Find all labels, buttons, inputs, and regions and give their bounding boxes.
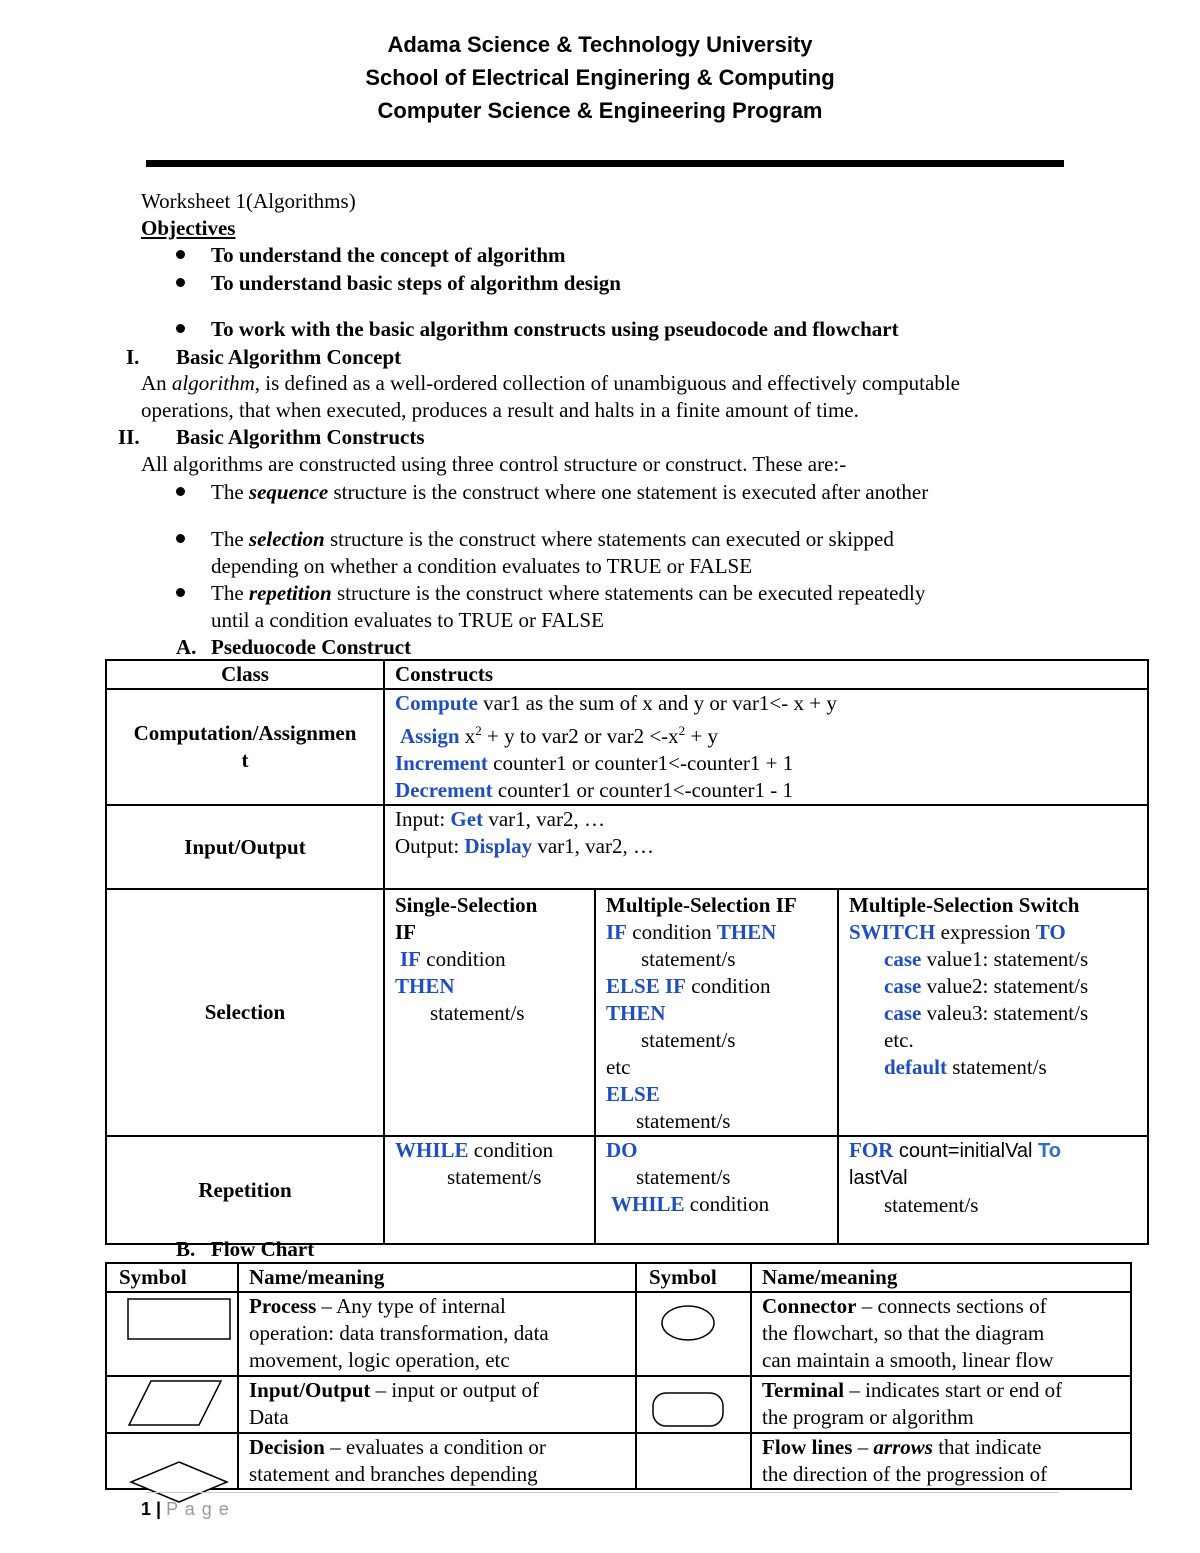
section-heading: Basic Algorithm Concept [176, 345, 402, 369]
connector-symbol-icon [637, 1293, 752, 1375]
decision-symbol-cell [106, 1433, 238, 1489]
compute-row [395, 690, 1147, 717]
decision-symbol-icon [107, 1434, 239, 1494]
text: statement/s [636, 1109, 731, 1133]
class-repetition: Repetition [106, 1136, 384, 1244]
text: , is defined as a well-ordered collection of unambiguous and effectively computable [254, 371, 960, 395]
term: Connector [762, 1294, 857, 1318]
case-row [849, 946, 1147, 973]
bullet-icon [176, 324, 185, 333]
text: counter1 or counter1<-counter1 - 1 [492, 778, 794, 802]
separator: | [156, 1499, 162, 1519]
header-constructs: Constructs [384, 660, 1148, 689]
algorithm-definition-cont: operations, that when executed, produces a result and halts in a finite amount of time. [141, 398, 859, 422]
text: var1, var2, … [483, 807, 605, 831]
header-symbol: Symbol [636, 1263, 751, 1292]
text: Multiple-Selection IF [606, 893, 797, 917]
while-row [395, 1137, 594, 1164]
term: Input/Output [249, 1378, 371, 1402]
keyword: WHILE [611, 1192, 685, 1216]
text: + y to var2 or var2 <-x [481, 724, 679, 748]
text: statement/s [447, 1165, 542, 1189]
text: statement/s [641, 947, 736, 971]
term: Terminal [762, 1378, 845, 1402]
keyword: THEN [716, 920, 777, 944]
text: Multiple-Selection Switch [849, 893, 1080, 917]
keyword: case [884, 947, 922, 971]
keyword: THEN [606, 1001, 666, 1025]
bullet-icon [176, 487, 185, 496]
do-while-loop [595, 1136, 838, 1244]
output-row [395, 833, 1147, 860]
construct-item-cont: depending on whether a condition evaluates to TRUE or FALSE [211, 554, 753, 578]
construct-item [211, 580, 925, 607]
header-symbol: Symbol [106, 1263, 238, 1292]
text: condition [685, 974, 771, 998]
section-heading: Basic Algorithm Constructs [176, 425, 425, 449]
construct-item-cont: until a condition evaluates to TRUE or FALSE [211, 608, 604, 632]
keyword: Display [464, 834, 533, 858]
page-number: 1 [141, 1499, 152, 1519]
keyword: Increment [395, 751, 488, 775]
flowchart-table [105, 1262, 1132, 1490]
case-row [849, 973, 1147, 1000]
bullet-icon [176, 278, 185, 287]
text: – input or output of [370, 1378, 539, 1402]
program-name: Computer Science & Engineering Program [377, 98, 823, 123]
text: statement/s [884, 1193, 979, 1217]
objective-item: To understand the concept of algorithm [211, 243, 566, 267]
if-row [395, 946, 594, 973]
text: statement/s [641, 1028, 736, 1052]
bullet-icon [176, 588, 185, 597]
elseif-row [606, 973, 837, 1000]
text: The [211, 527, 249, 551]
text: Single-Selection [395, 893, 538, 917]
text: + y [685, 724, 719, 748]
text: valeu3: statement/s [921, 1001, 1089, 1025]
text: value1: statement/s [921, 947, 1089, 971]
process-description [238, 1292, 636, 1376]
text: Output: [395, 834, 465, 858]
algorithm-definition [141, 370, 960, 397]
text: movement, logic operation, etc [249, 1348, 510, 1372]
io-symbol-icon [107, 1377, 239, 1432]
header-class: Class [106, 660, 384, 689]
io-symbol-cell [106, 1376, 238, 1433]
text: – evaluates a condition or [324, 1435, 546, 1459]
header-name: Name/meaning [238, 1263, 636, 1292]
class-computation [106, 689, 384, 805]
keyword: Decrement [395, 778, 493, 802]
text: – connects sections of [856, 1294, 1047, 1318]
objective-item: To work with the basic algorithm constructs using pseudocode and flowchart [211, 317, 899, 341]
increment-row [395, 750, 1147, 777]
text: lastVal [849, 1167, 908, 1189]
footer-rule [146, 1492, 1058, 1493]
term: algorithm [171, 371, 255, 395]
multi-selection-switch [838, 889, 1148, 1136]
text: that indicate [932, 1435, 1042, 1459]
default-row [849, 1054, 1147, 1081]
text: count=initialVal [893, 1140, 1039, 1162]
subsection-label: A. [176, 635, 197, 659]
school-name: School of Electrical Enginering & Computing [365, 65, 835, 90]
process-symbol-cell [106, 1292, 238, 1376]
terminal-symbol-icon [637, 1377, 752, 1432]
for-row [849, 1137, 1147, 1165]
superscript: 2 [475, 723, 482, 738]
subsection-heading: Flow Chart [211, 1237, 315, 1261]
for-loop [838, 1136, 1148, 1244]
text: An [141, 371, 172, 395]
keyword: case [884, 1001, 922, 1025]
text: structure is the construct where one statement is executed after another [328, 480, 929, 504]
section-numeral: I. [126, 345, 140, 369]
construct-item [211, 526, 894, 553]
keyword: IF [400, 947, 421, 971]
text: var1, var2, … [532, 834, 654, 858]
term: sequence [248, 480, 329, 504]
keyword: case [884, 974, 922, 998]
subsection-label: B. [176, 1237, 196, 1261]
pseudocode-table [105, 659, 1149, 1245]
terminal-symbol-cell [636, 1376, 751, 1433]
term: Flow lines [762, 1435, 853, 1459]
text: operation: data transformation, data [249, 1321, 549, 1345]
flowline-symbol-cell [636, 1433, 751, 1489]
text: var1 as the sum of x and y or var1<- x + y [477, 691, 837, 715]
construct-item [211, 479, 928, 506]
text: expression [935, 920, 1036, 944]
worksheet-title: Worksheet 1(Algorithms) [141, 189, 356, 213]
while-row [606, 1191, 837, 1218]
decrement-row [395, 777, 1147, 804]
input-row [395, 806, 1147, 833]
multi-selection-if [595, 889, 838, 1136]
section-numeral: II. [118, 425, 140, 449]
keyword: Compute [395, 691, 478, 715]
computation-constructs [384, 689, 1148, 805]
text: Input: [395, 807, 451, 831]
text: value2: statement/s [921, 974, 1089, 998]
text: condition [684, 1192, 770, 1216]
term: Process [249, 1294, 317, 1318]
class-io: Input/Output [106, 805, 384, 889]
assign-row [395, 717, 1147, 750]
keyword: TO [1035, 920, 1066, 944]
subsection-heading: Pseduocode Construct [211, 635, 412, 659]
keyword: ELSE [606, 1082, 660, 1106]
text: – Any type of internal [316, 1294, 506, 1318]
superscript: 2 [678, 723, 686, 738]
io-description [238, 1376, 636, 1433]
keyword: THEN [395, 974, 455, 998]
while-loop [384, 1136, 595, 1244]
page-footer [141, 1496, 230, 1523]
switch-row [849, 919, 1147, 946]
text: – indicates start or end of [844, 1378, 1063, 1402]
text: Data [249, 1405, 289, 1429]
page-label: P a g e [166, 1499, 230, 1519]
bullet-icon [176, 250, 185, 259]
io-constructs [384, 805, 1148, 889]
term: arrows [873, 1435, 933, 1459]
term: repetition [248, 581, 332, 605]
text: the program or algorithm [762, 1405, 974, 1429]
connector-description [751, 1292, 1131, 1376]
text: IF [395, 920, 416, 944]
keyword: Get [450, 807, 484, 831]
text: The [211, 480, 249, 504]
text: The [211, 581, 249, 605]
text: – [852, 1435, 874, 1459]
constructs-intro: All algorithms are constructed using three control structure or construct. These are:- [141, 452, 847, 476]
text: etc [606, 1055, 631, 1079]
header-name: Name/meaning [751, 1263, 1131, 1292]
single-selection [384, 889, 595, 1136]
keyword: DO [606, 1138, 638, 1162]
text: statement/s [430, 1001, 525, 1025]
case-row [849, 1000, 1147, 1027]
text: counter1 or counter1<-counter1 + 1 [487, 751, 794, 775]
keyword: WHILE [395, 1138, 469, 1162]
text: t [241, 748, 249, 772]
text: x [459, 724, 476, 748]
connector-symbol-cell [636, 1292, 751, 1376]
keyword: Assign [400, 724, 460, 748]
term: Decision [249, 1435, 325, 1459]
text: structure is the construct where statements can be executed repeatedly [331, 581, 926, 605]
terminal-description [751, 1376, 1131, 1433]
text: statement and branches depending [249, 1462, 538, 1486]
if-row [606, 919, 837, 946]
keyword: IF [606, 920, 627, 944]
flowline-description [751, 1433, 1131, 1489]
keyword: SWITCH [849, 920, 936, 944]
header-rule [146, 160, 1064, 167]
text: structure is the construct where statements can executed or skipped [324, 527, 894, 551]
keyword: ELSE IF [606, 974, 686, 998]
university-name: Adama Science & Technology University [387, 32, 813, 57]
decision-description [238, 1433, 636, 1489]
text: the flowchart, so that the diagram [762, 1321, 1045, 1345]
bullet-icon [176, 534, 185, 543]
text: condition [627, 920, 717, 944]
term: selection [248, 527, 325, 551]
text: condition [421, 947, 506, 971]
text: Computation/Assignmen [133, 721, 357, 745]
text: etc. [884, 1028, 914, 1052]
process-symbol-icon [107, 1293, 239, 1375]
class-selection: Selection [106, 889, 384, 1136]
keyword: FOR [849, 1138, 894, 1162]
keyword: default [884, 1055, 947, 1079]
objective-item: To understand basic steps of algorithm design [211, 271, 621, 295]
text: statement/s [636, 1165, 731, 1189]
text: condition [468, 1138, 554, 1162]
text: the direction of the progression of [762, 1462, 1048, 1486]
text: statement/s [947, 1055, 1047, 1079]
keyword: To [1038, 1140, 1061, 1162]
text: can maintain a smooth, linear flow [762, 1348, 1054, 1372]
objectives-heading: Objectives [141, 216, 236, 240]
